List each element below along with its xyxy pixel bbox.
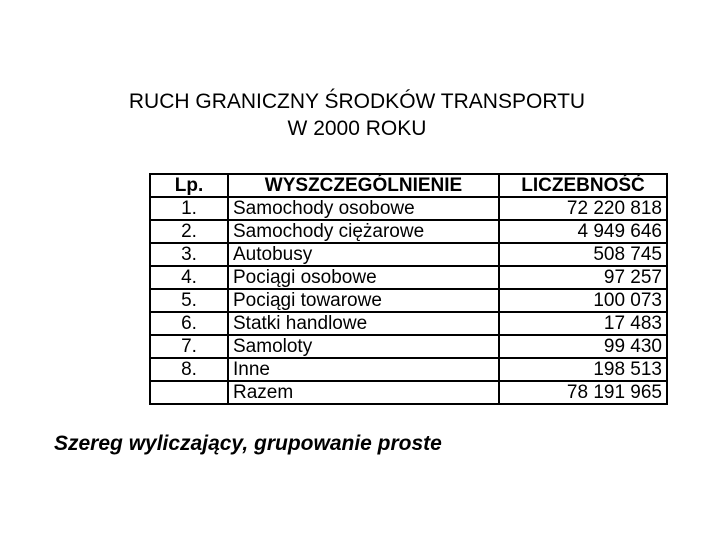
header-count: LICZEBNOŚĆ: [499, 174, 667, 197]
header-description: WYSZCZEGÓLNIENIE: [228, 174, 499, 197]
table-row: [150, 243, 667, 266]
table-header-row: [150, 174, 667, 197]
row-count: 97 257: [499, 266, 667, 289]
row-name: Pociągi towarowe: [228, 289, 499, 312]
row-name: Samoloty: [228, 335, 499, 358]
title-line-2: W 2000 ROKU: [287, 117, 427, 140]
total-row: [150, 381, 667, 404]
row-lp: 6.: [150, 312, 228, 335]
table-row: [150, 335, 667, 358]
row-count: 99 430: [499, 335, 667, 358]
transport-table: [149, 173, 668, 405]
row-count: 100 073: [499, 289, 667, 312]
row-lp: 5.: [150, 289, 228, 312]
table-row: [150, 358, 667, 381]
row-name: Autobusy: [228, 243, 499, 266]
table-row: [150, 197, 667, 220]
total-count: 78 191 965: [499, 381, 667, 404]
row-lp: 7.: [150, 335, 228, 358]
header-lp: Lp.: [150, 174, 228, 197]
table-row: [150, 289, 667, 312]
row-lp: 4.: [150, 266, 228, 289]
table-row: [150, 266, 667, 289]
row-name: Statki handlowe: [228, 312, 499, 335]
row-lp: 8.: [150, 358, 228, 381]
total-label: Razem: [228, 381, 499, 404]
row-name: Pociągi osobowe: [228, 266, 499, 289]
row-name: Samochody osobowe: [228, 197, 499, 220]
title-line-1: RUCH GRANICZNY ŚRODKÓW TRANSPORTU: [128, 90, 586, 113]
row-count: 4 949 646: [499, 220, 667, 243]
total-lp: [150, 381, 228, 404]
row-name: Samochody ciężarowe: [228, 220, 499, 243]
row-lp: 1.: [150, 197, 228, 220]
series-caption: Szereg wyliczający, grupowanie proste: [54, 432, 442, 455]
row-lp: 3.: [150, 243, 228, 266]
slide-title: [0, 88, 714, 142]
row-count: 198 513: [499, 358, 667, 381]
row-count: 17 483: [499, 312, 667, 335]
table-row: [150, 220, 667, 243]
row-count: 72 220 818: [499, 197, 667, 220]
table-row: [150, 312, 667, 335]
row-name: Inne: [228, 358, 499, 381]
row-lp: 2.: [150, 220, 228, 243]
row-count: 508 745: [499, 243, 667, 266]
